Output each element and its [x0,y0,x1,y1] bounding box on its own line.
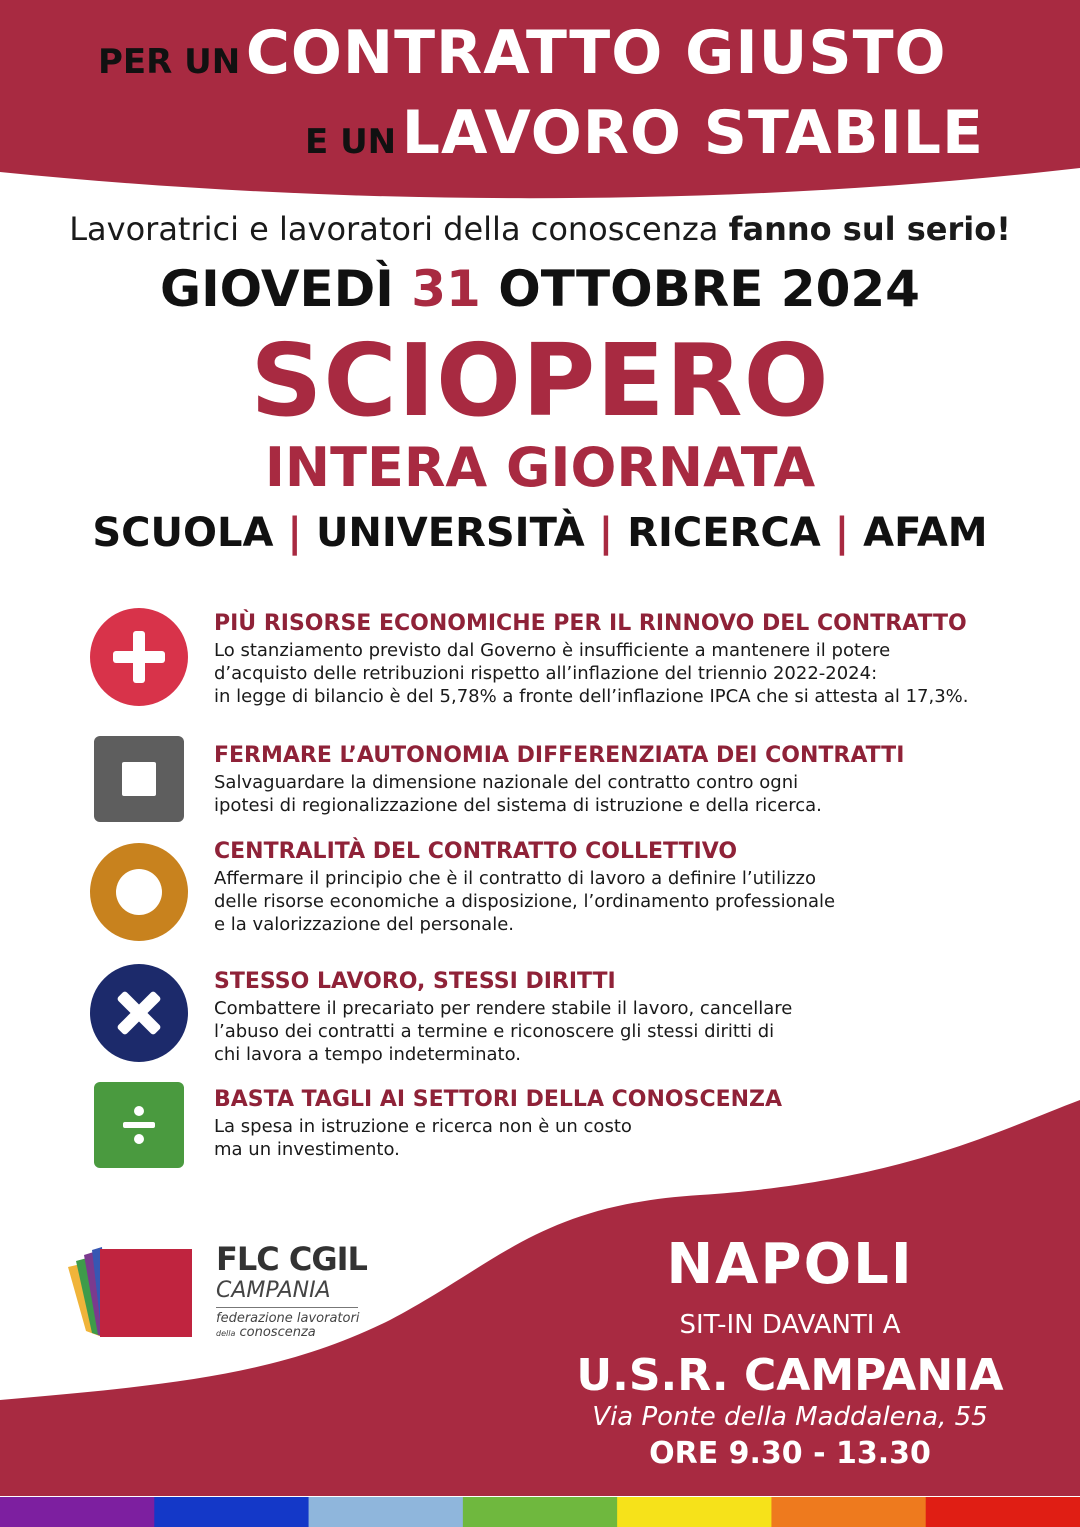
stripe-segment [463,1497,618,1527]
header-line-2-small: E UN [305,122,397,162]
item-4-line: chi lavora a tempo indeterminato. [214,1044,522,1065]
item-3-line: e la valorizzazione del personale. [214,914,514,935]
item-1-line: Lo stanziamento previsto dal Governo è insufficiente a mantenere il potere [214,640,891,661]
date-month-year: OTTOBRE 2024 [498,260,920,318]
strike-date [0,260,1080,318]
sector-afam: AFAM [863,510,988,556]
item-1-line: in legge di bilancio è del 5,78% a fronte dell’inflazione IPCA che si attesta al 17,3%. [214,686,969,707]
logo-fed-small: della [216,1329,236,1338]
flc-logo-mark [64,1245,196,1341]
item-3-line: Affermare il principio che è il contratto di lavoro a definire l’utilizzo [214,868,817,889]
item-2-title: FERMARE L’AUTONOMIA DIFFERENZIATA DEI CONTRATTI [214,743,905,768]
logo-region: CAMPANIA [216,1278,331,1303]
stripe-segment [154,1497,309,1527]
rainbow-stripe [0,1497,1080,1527]
event-time: ORE 9.30 - 13.30 [649,1436,931,1471]
logo-federation [216,1312,359,1341]
item-5-text [214,1115,632,1161]
sector-separator: | [598,510,614,556]
sector-separator: | [287,510,303,556]
item-4-text [214,997,792,1066]
stripe-segment [771,1497,926,1527]
date-day-name: GIOVEDÌ [160,260,394,318]
times-icon [90,964,188,1062]
item-3-line: delle risorse economiche a disposizione, l’ordinamento professionale [214,891,836,912]
tagline [0,210,1080,248]
item-2-line: ipotesi di regionalizzazione del sistema di istruzione e della ricerca. [214,795,822,816]
sectors-line [0,510,1080,556]
tagline-bold: fanno sul serio! [728,210,1011,248]
item-1-title: PIÙ RISORSE ECONOMICHE PER IL RINNOVO DEL CONTRATTO [214,611,967,636]
item-1-line: d’acquisto delle retribuzioni rispetto all’inflazione del triennio 2022-2024: [214,663,878,684]
ring-icon [90,843,188,941]
stripe-segment [309,1497,464,1527]
item-3-title: CENTRALITÀ DEL CONTRATTO COLLETTIVO [214,839,738,864]
plus-icon [90,608,188,706]
logo-name: FLC CGIL [216,1240,367,1278]
sector-scuola: SCUOLA [92,510,274,556]
tagline-plain: Lavoratrici e lavoratori della conoscenza [69,210,729,248]
item-5-title: BASTA TAGLI AI SETTORI DELLA CONOSCENZA [214,1087,783,1112]
event-city: NAPOLI [666,1232,914,1297]
divide-icon [94,1082,184,1168]
event-address: Via Ponte della Maddalena, 55 [592,1402,988,1432]
header-line-2-big: LAVORO STABILE [401,98,984,168]
sector-universita: UNIVERSITÀ [315,510,585,556]
item-2-text [214,771,822,817]
sector-ricerca: RICERCA [627,510,821,556]
header-line-1-small: PER UN [98,42,241,82]
strike-subtitle: INTERA GIORNATA [264,436,816,499]
stop-icon [94,736,184,822]
event-sitin: SIT-IN DAVANTI A [679,1310,901,1340]
stripe-segment [617,1497,772,1527]
item-4-line: Combattere il precariato per rendere stabile il lavoro, cancellare [214,998,793,1019]
item-5-line: La spesa in istruzione e ricerca non è un costo [214,1116,632,1137]
item-4-line: l’abuso dei contratti a termine e riconoscere gli stessi diritti di [214,1021,775,1042]
logo-fed-line: conoscenza [239,1325,316,1340]
logo-divider [216,1307,358,1308]
date-day-num: 31 [411,260,481,318]
item-3-text [214,867,835,936]
header-line-2 [305,98,984,168]
item-5-line: ma un investimento. [214,1139,400,1160]
item-1-text [214,639,969,708]
logo-fed-line: federazione lavoratori [216,1311,360,1326]
header-line-1-big: CONTRATTO GIUSTO [245,18,947,88]
stripe-segment [926,1497,1080,1527]
header-line-1 [98,18,947,88]
sector-separator: | [834,510,850,556]
item-2-line: Salvaguardare la dimensione nazionale del contratto contro ogni [214,772,799,793]
stripe-segment [0,1497,155,1527]
item-4-title: STESSO LAVORO, STESSI DIRITTI [214,969,616,994]
event-place: U.S.R. CAMPANIA [576,1350,1004,1401]
strike-title: SCIOPERO [250,322,830,439]
